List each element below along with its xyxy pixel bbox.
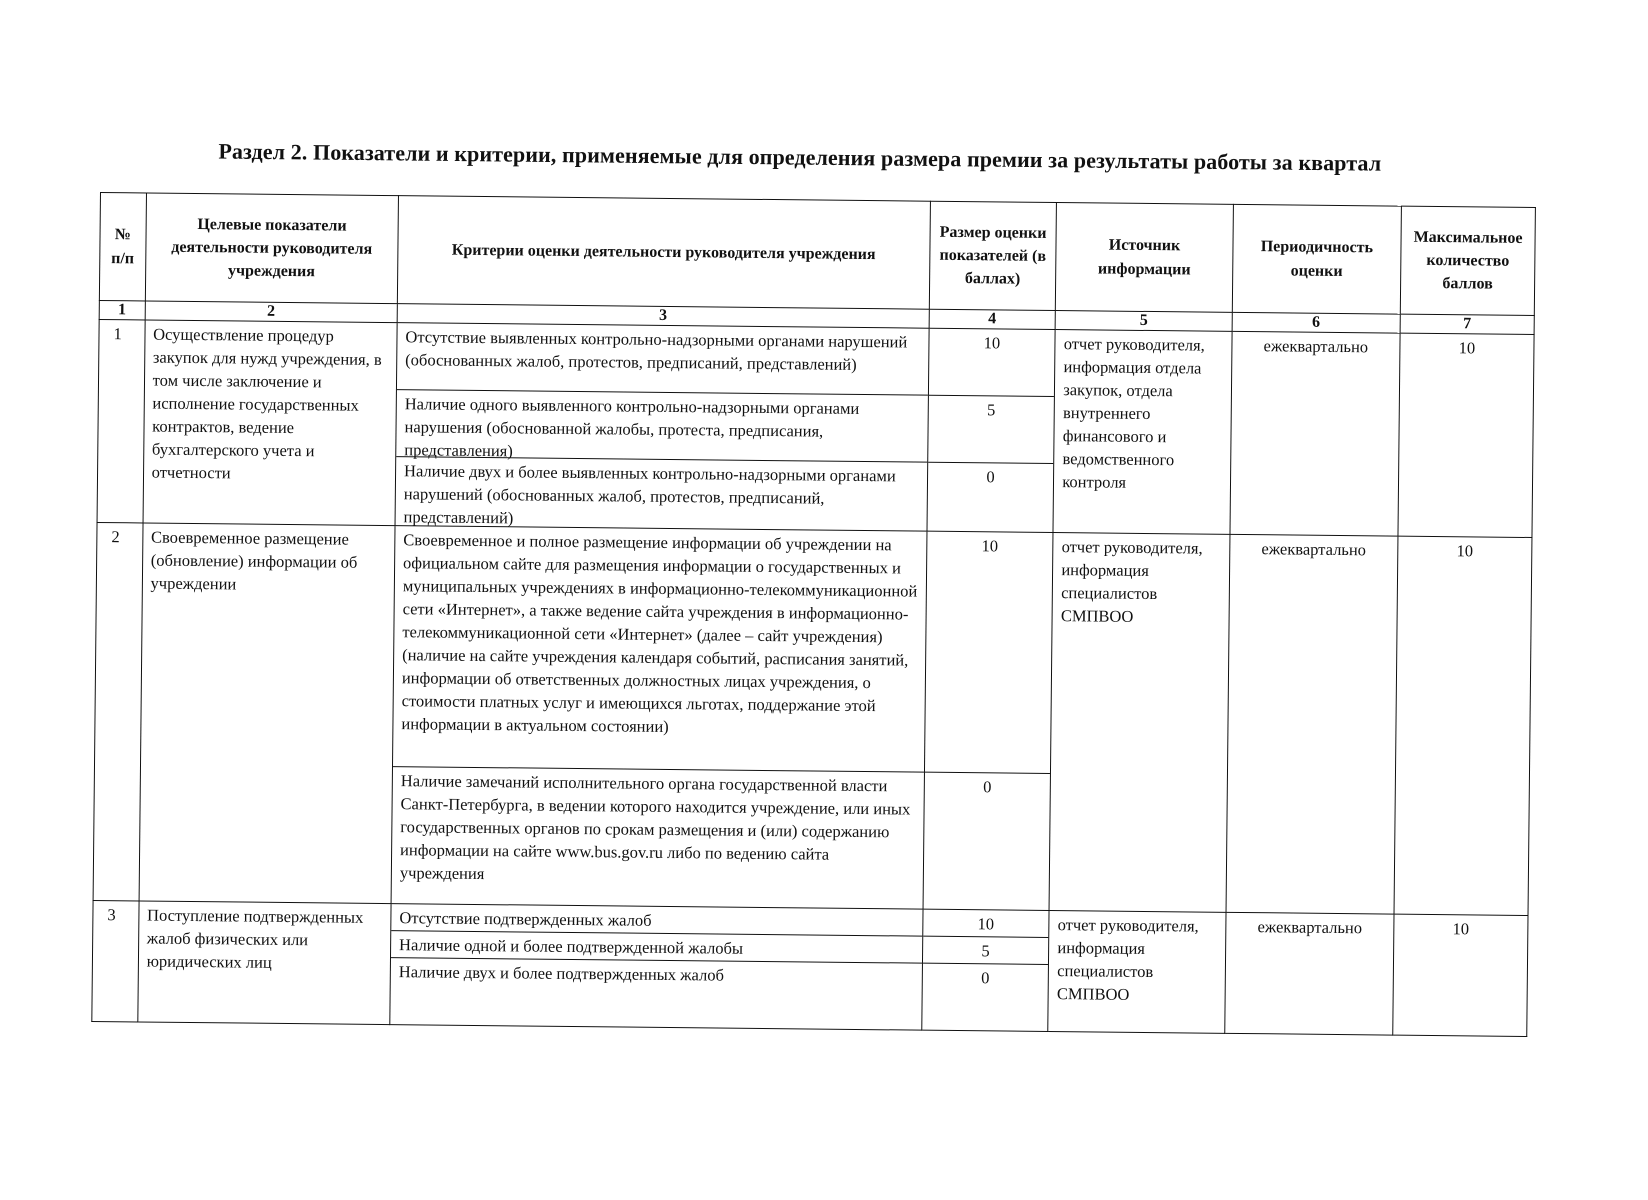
criterion-score: 0	[986, 466, 995, 486]
criterion-text: Наличие двух и более выявленных контрольно-надзорными органами нарушений (обоснованных жалоб, протестов, предписаний, представлений)	[403, 460, 896, 528]
header-indicator: Целевые показатели деятельности руководителя учреждения	[145, 193, 398, 304]
header-score: Размер оценки показателей (в баллах)	[929, 201, 1057, 310]
row-periodicity: ежеквартально	[1230, 331, 1400, 536]
criterion-score: 5	[923, 936, 1049, 964]
row-source: отчет руководителя, информация специалистов СМПВОО	[1049, 532, 1229, 912]
row-max-score: 10	[1394, 536, 1532, 915]
criterion-score: 10	[923, 909, 1049, 937]
row-source: отчет руководителя, информация отдела закупок, отдела внутреннего финансового и ведомственного контроля	[1053, 329, 1232, 534]
header-max: Максимальное количество баллов	[1400, 206, 1535, 315]
criterion-text: Наличие двух и более подтвержденных жалоб	[398, 961, 725, 985]
criterion-score: 10	[929, 328, 1055, 396]
header-row	[99, 193, 1535, 316]
section-title: Раздел 2. Показатели и критерии, применяемые для определения размера премии за результаты работы за квартал	[218, 138, 1382, 176]
row-criteria	[395, 322, 929, 531]
row-max-score: 10	[1398, 333, 1534, 537]
criterion-score: 0	[981, 967, 990, 987]
column-number: 4	[929, 309, 1056, 329]
row-indicator: Своевременное размещение (обновление) информации об учреждении	[139, 523, 395, 904]
table-row	[92, 900, 1528, 1036]
criterion-text: Своевременное и полное размещение информации об учреждении на официальном сайте для размещения информации о государственных и муниципальных учреждениях в информационно-телекоммуникационной сети «Интернет», а также ведение сайта учреждения в информационно-телекоммуникационной сети «Интернет» (далее – сайт учреждения) (наличие на сайте учреждения календаря событий, расписания занятий, информации об ответственных должностных лицах учреждения, о стоимости платных услуг и имеющихся льготах, поддержание этой информации в актуальном состоянии)	[393, 526, 926, 773]
header-num: № п/п	[99, 193, 146, 301]
criterion-text: Наличие одного выявленного контрольно-надзорными органами нарушения (обоснованной жалобы, протеста, предписания, представления)	[396, 390, 927, 463]
table-row	[93, 522, 1532, 915]
criterion-text: Отсутствие выявленных контрольно-надзорными органами нарушений (обоснованных жалоб, протестов, предписаний, представлений)	[397, 323, 928, 396]
row-number: 3	[92, 900, 139, 1021]
row-scores	[923, 531, 1054, 910]
criterion-text: Наличие одной и более подтвержденной жалобы	[391, 931, 922, 964]
row-periodicity: ежеквартально	[1226, 534, 1398, 914]
criterion-score: 5	[928, 395, 1054, 463]
row-scores	[927, 328, 1056, 532]
column-number: 5	[1055, 311, 1232, 331]
table-row	[97, 319, 1534, 537]
criteria-table-wrapper	[91, 192, 1536, 1037]
column-number: 3	[397, 304, 929, 328]
column-number: 6	[1232, 312, 1400, 332]
row-max-score: 10	[1393, 914, 1528, 1036]
row-criteria	[390, 903, 923, 1030]
row-indicator: Поступление подтвержденных жалоб физических или юридических лиц	[137, 901, 391, 1025]
criterion-score: 10	[925, 531, 1053, 773]
row-periodicity: ежеквартально	[1225, 912, 1394, 1035]
row-source: отчет руководителя, информация специалистов СМПВОО	[1048, 910, 1226, 1033]
criteria-table	[91, 192, 1536, 1037]
header-source: Источник информации	[1056, 203, 1234, 313]
column-number: 7	[1400, 314, 1534, 334]
header-criteria: Критерии оценки деятельности руководителя учреждения	[397, 196, 930, 310]
column-number: 1	[99, 300, 145, 319]
criterion-text: Отсутствие подтвержденных жалоб	[391, 904, 922, 937]
row-criteria	[391, 525, 927, 909]
column-number: 2	[145, 301, 397, 322]
row-number: 2	[93, 522, 143, 900]
header-periodicity: Периодичность оценки	[1232, 204, 1401, 314]
row-indicator: Осуществление процедур закупок для нужд учреждения, в том числе заключение и исполнение государственных контрактов, ведение бухгалтерского учета и отчетности	[143, 320, 397, 526]
criterion-text: Наличие замечаний исполнительного органа государственной власти Санкт-Петербурга, в ведении которого находится учреждение, или иных государственных органов по срокам размещения и (или) содержанию информации на сайте www.bus.gov.ru либо по ведению сайта учреждения	[399, 770, 911, 884]
row-number: 1	[97, 319, 145, 522]
row-scores	[921, 909, 1049, 1031]
criterion-score: 0	[983, 776, 992, 796]
